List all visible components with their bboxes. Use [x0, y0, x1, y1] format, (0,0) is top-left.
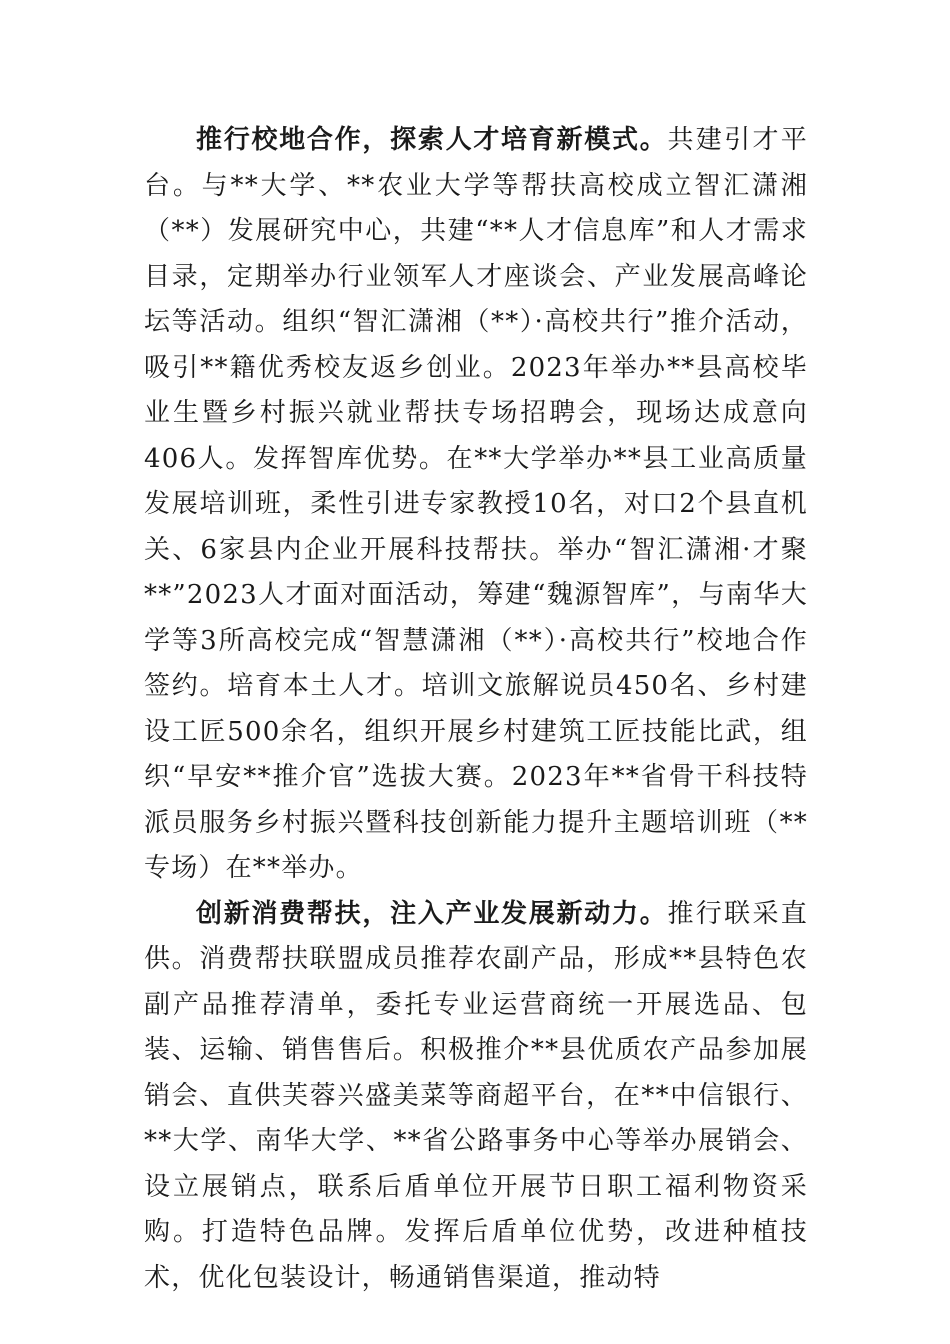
document-body: [144, 118, 808, 1301]
paragraph-talent-cooperation: [144, 118, 808, 892]
paragraph-lead-heading: 推行校地合作，探索人才培育新模式。: [196, 125, 668, 155]
paragraph-body-text: 共建引才平台。与**大学、**农业大学等帮扶高校成立智汇潇湘（**）发展研究中心，共建“**人才信息库”和人才需求目录，定期举办行业领军人才座谈会、产业发展高峰论坛等活动。组织“智汇潇湘（**）·高校共行”推介活动，吸引**籍优秀校友返乡创业。2023年举办**县高校毕业生暨乡村振兴就业帮扶专场招聘会，现场达成意向406人。发挥智库优势。在**大学举办**县工业高质量发展培训班，柔性引进专家教授10名，对口2个县直机关、6家县内企业开展科技帮扶。举办“智汇潇湘·才聚**”2023人才面对面活动，筹建“魏源智库”，与南华大学等3所高校完成“智慧潇湘（**）·高校共行”校地合作签约。培育本土人才。培训文旅解说员450名、乡村建设工匠500余名，组织开展乡村建筑工匠技能比武，组织“早安**推介官”选拔大赛。2023年**省骨干科技特派员服务乡村振兴暨科技创新能力提升主题培训班（**专场）在**举办。: [144, 125, 808, 883]
paragraph-lead-heading: 创新消费帮扶，注入产业发展新动力。: [196, 898, 668, 929]
paragraph-consumption-support: [144, 892, 808, 1302]
paragraph-body-text: 推行联采直供。消费帮扶联盟成员推荐农副产品，形成**县特色农副产品推荐清单，委托专业运营商统一开展选品、包装、运输、销售售后。积极推介**县优质农产品参加展销会、直供芙蓉兴盛美菜等商超平台，在**中信银行、**大学、南华大学、**省公路事务中心等举办展销会、设立展销点，联系后盾单位开展节日职工福利物资采购。打造特色品牌。发挥后盾单位优势，改进种植技术，优化包装设计，畅通销售渠道，推动特: [144, 898, 808, 1293]
